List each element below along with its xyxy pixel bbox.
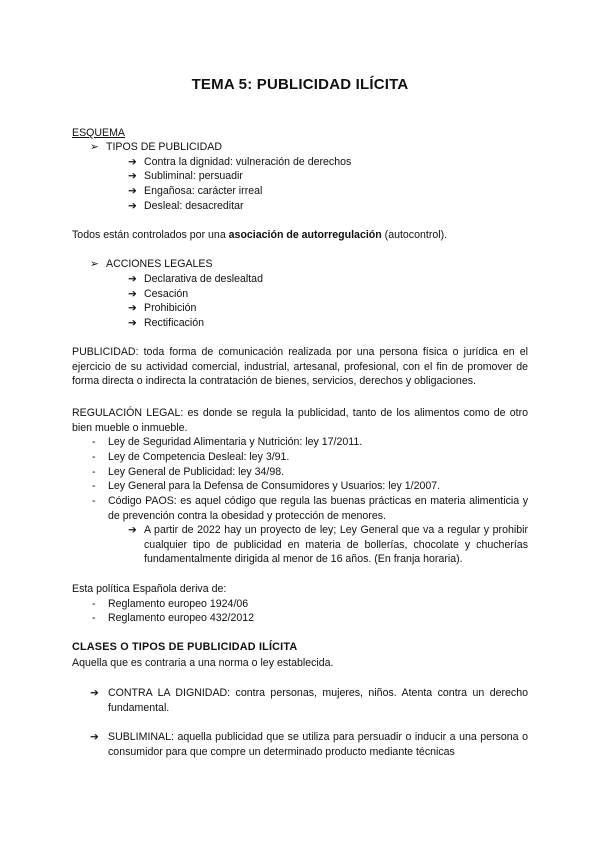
dash-bullet: - [92, 480, 96, 492]
arrow-bullet-icon: ➔ [128, 524, 137, 536]
list-item: Ley General para la Defensa de Consumidores y Usuarios: ley 1/2007. [108, 480, 441, 492]
dash-bullet: - [92, 598, 96, 610]
list-item: ➔ Declarativa de deslealtad [128, 273, 263, 285]
arrow-bullet-icon: ➔ [128, 317, 137, 329]
list-item: ➔ Subliminal: persuadir [128, 170, 243, 182]
arrow-bullet-icon: ➔ [128, 185, 137, 197]
list-item: ➔ Cesación [128, 288, 189, 300]
acciones-heading: ➢ ACCIONES LEGALES [90, 258, 213, 270]
clases-heading: CLASES O TIPOS DE PUBLICIDAD ILÍCITA [72, 641, 298, 653]
list-item: ➔ Contra la dignidad: vulneración de derechos [128, 156, 352, 168]
arrow-bullet-icon: ➔ [128, 302, 137, 314]
arrow-bullet-icon: ➔ [128, 200, 137, 212]
arrow-bullet-icon: ➔ [128, 170, 137, 182]
dash-bullet: - [92, 495, 96, 507]
list-item: ➔ Desleal: desacreditar [128, 200, 244, 212]
politica-line: Esta política Española deriva de: [72, 583, 227, 595]
list-item: ➔ Rectificación [128, 317, 205, 329]
arrow-bullet-icon: ➔ [128, 288, 137, 300]
dash-bullet: - [92, 436, 96, 448]
regulacion-paragraph: REGULACIÓN LEGAL: es donde se regula la publicidad, tanto de los alimentos como de otro bien mueble o inmueble. [72, 407, 528, 434]
list-item: ➔ Prohibición [128, 302, 197, 314]
clases-definition: Aquella que es contraria a una norma o ley establecida. [72, 657, 334, 669]
arrow-bullet-icon: ➔ [128, 273, 137, 285]
list-item: Reglamento europeo 432/2012 [108, 612, 255, 624]
page-title: TEMA 5: PUBLICIDAD ILÍCITA [191, 76, 409, 93]
control-paragraph: Todos están controlados por una asociación de autorregulación (autocontrol). [72, 229, 448, 241]
chevron-bullet-icon: ➢ [90, 141, 99, 153]
dash-bullet: - [92, 612, 96, 624]
arrow-bullet-icon: ➔ [90, 687, 99, 699]
list-item: ➔ Engañosa: carácter irreal [128, 185, 263, 197]
publicidad-paragraph: PUBLICIDAD: toda forma de comunicación realizada por una persona física o jurídica en el ejercicio de su actividad comercial, industrial, artesanal, profesional, con el fin de promover de forma directa o indirecta la contratación de bienes, servicios, derechos y obligaciones. [72, 346, 528, 388]
tipos-heading: ➢ TIPOS DE PUBLICIDAD [90, 141, 222, 153]
esquema-label: ESQUEMA [72, 127, 125, 139]
arrow-bullet-icon: ➔ [90, 731, 99, 743]
list-item: Ley General de Publicidad: ley 34/98. [108, 466, 285, 478]
paos-item: Código PAOS: es aquel código que regula las buenas prácticas en materia alimenticia y de prevención contra la obesidad y protección de menores. [108, 495, 528, 522]
dash-bullet: - [92, 466, 96, 478]
dignidad-item: CONTRA LA DIGNIDAD: contra personas, mujeres, niños. Atenta contra un derecho fundamental. [108, 687, 528, 714]
chevron-bullet-icon: ➢ [90, 258, 99, 270]
arrow-bullet-icon: ➔ [128, 156, 137, 168]
list-item: Ley de Competencia Desleal: ley 3/91. [108, 451, 290, 463]
paos-sub-item: A partir de 2022 hay un proyecto de ley; Ley General que va a regular y prohibir cualquier tipo de publicidad en materia de bollerías, chocolate y chucherías fundamentalmente dirigida al menor de 16 años. (En franja horaria). [144, 524, 528, 566]
list-item: Ley de Seguridad Alimentaria y Nutrición: ley 17/2011. [108, 436, 363, 448]
subliminal-item: SUBLIMINAL: aquella publicidad que se utiliza para persuadir o inducir a una persona o consumidor para que compre un determinado producto mediante técnicas [108, 731, 528, 758]
dash-bullet: - [92, 451, 96, 463]
list-item: Reglamento europeo 1924/06 [108, 598, 249, 610]
